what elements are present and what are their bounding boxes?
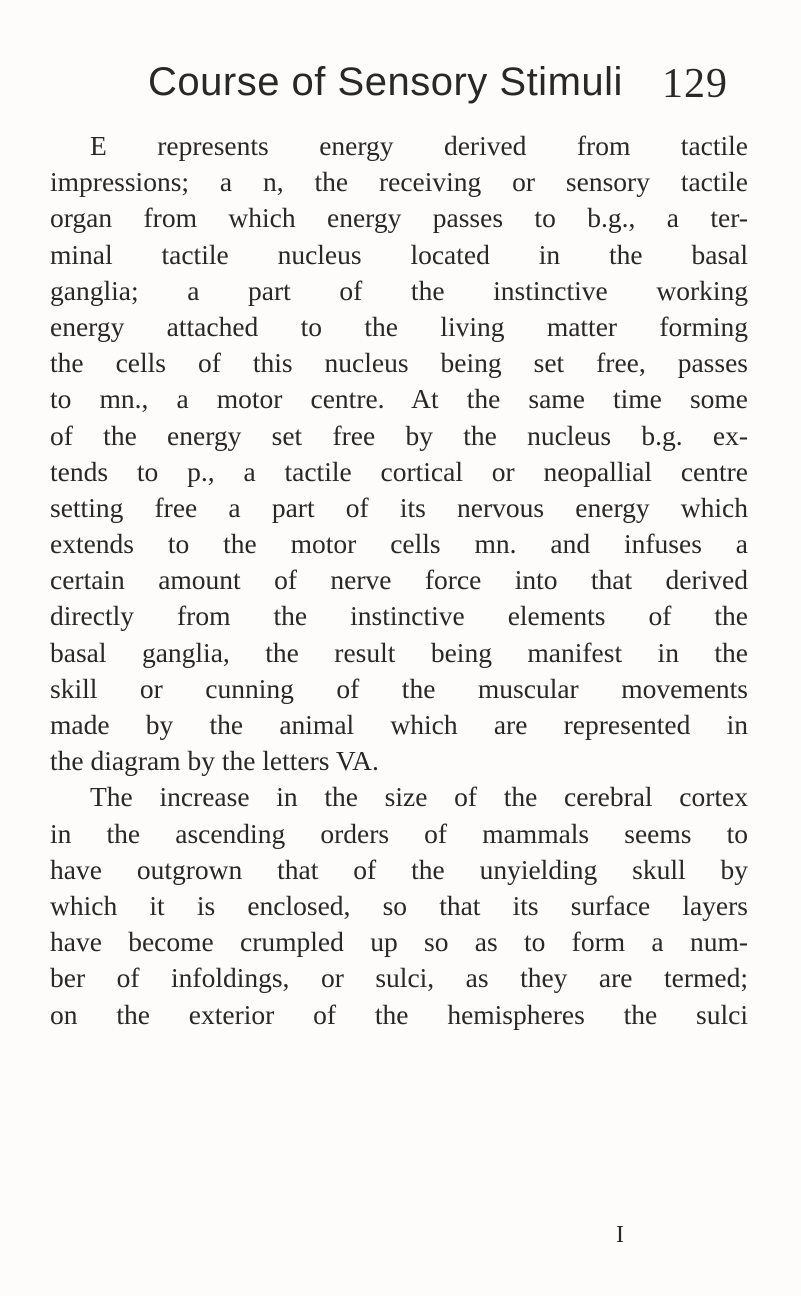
text-line: directly from the instinctive elements of the — [50, 600, 748, 632]
text-line: impressions; a n, the receiving or sensory tactile — [50, 166, 748, 198]
text-line: in the ascending orders of mammals seems to — [50, 817, 748, 849]
running-title: Course of Sensory Stimuli — [148, 60, 623, 104]
text-line: on the exterior of the hemispheres the sulci — [50, 998, 748, 1030]
text-line: ganglia; a part of the instinctive working — [50, 274, 748, 306]
page-number: 129 — [662, 61, 728, 107]
text-line: certain amount of nerve force into that derived — [50, 564, 748, 596]
text-line: organ from which energy passes to b.g., a ter- — [50, 202, 748, 234]
text-line: minal tactile nucleus located in the basal — [50, 238, 748, 270]
signature-mark: I — [616, 1222, 624, 1248]
body-text — [50, 128, 748, 1033]
text-line: The increase in the size of the cerebral cortex — [90, 781, 748, 813]
text-line: skill or cunning of the muscular movements — [50, 672, 748, 704]
text-line: have become crumpled up so as to form a num- — [50, 926, 748, 958]
text-line: the diagram by the letters VA. — [50, 745, 379, 777]
text-line: E represents energy derived from tactile — [90, 130, 748, 161]
text-line: made by the animal which are represented in — [50, 709, 748, 740]
text-line: energy attached to the living matter forming — [50, 310, 748, 342]
text-line: to mn., a motor centre. At the same time some — [50, 383, 748, 415]
page-header — [148, 60, 728, 120]
text-line: which it is enclosed, so that its surface layers — [50, 889, 748, 921]
text-line: setting free a part of its nervous energy which — [50, 491, 748, 523]
text-line: have outgrown that of the unyielding skull by — [50, 853, 748, 885]
text-line: the cells of this nucleus being set free, passes — [50, 347, 748, 379]
text-line: extends to the motor cells mn. and infuses a — [50, 528, 748, 560]
text-line: tends to p., a tactile cortical or neopallial centre — [50, 455, 748, 487]
text-line: of the energy set free by the nucleus b.g. ex- — [50, 419, 748, 451]
text-line: basal ganglia, the result being manifest in the — [50, 636, 748, 668]
text-line: ber of infoldings, or sulci, as they are termed; — [50, 962, 748, 994]
